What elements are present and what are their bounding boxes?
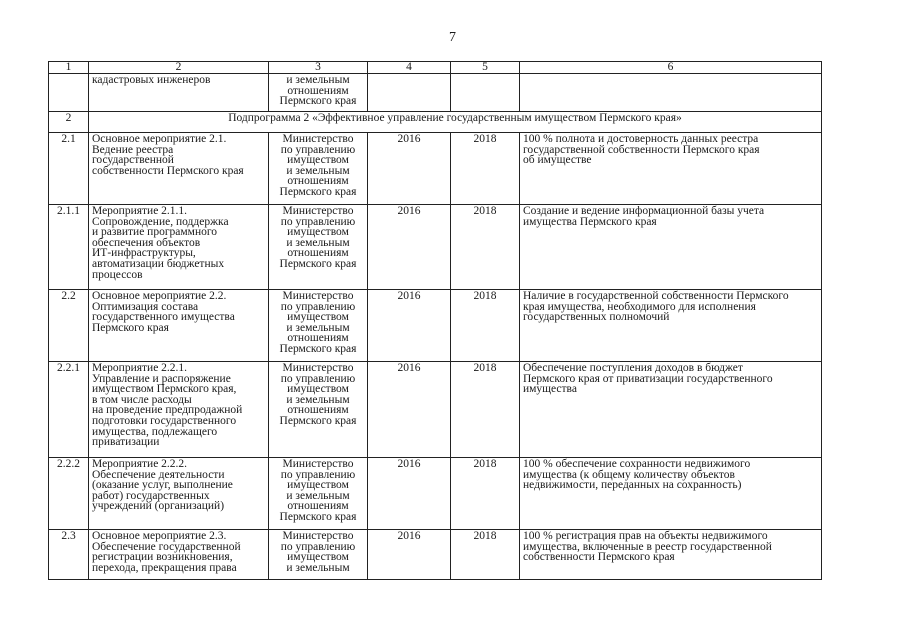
text-line: имущества (к общему количеству объектов [523,468,735,481]
result-cell [520,133,822,205]
text-line: Мероприятие 2.1.1. [92,205,188,217]
text-line: автоматизации бюджетных [92,257,225,270]
section-row [49,112,822,133]
activity-name-cell [89,74,269,112]
text-line: отношениям [287,175,349,188]
text-line: в том числе расходы [92,393,192,406]
table-row [49,530,822,580]
result-cell [520,530,822,580]
text-line: Управление и распоряжение [92,372,231,385]
responsible-cell [269,205,368,290]
text-line: имущества [523,383,577,396]
text-line: и земельным [286,393,350,406]
column-header: 2 [89,62,269,74]
text-line: по управлению [280,143,356,156]
text-line: Пермского края [92,321,169,334]
text-line: края имущества, необходимого для исполнения [523,300,756,313]
text-line: Оптимизация состава [92,300,199,313]
start-year-cell: 2016 [368,530,451,580]
text-line: имуществом [287,383,349,396]
text-line: отношениям [287,404,349,417]
text-line: Пермского края [279,342,357,355]
start-year-cell: 2016 [368,133,451,205]
text-line: имущества, включенные в реестр государственной [523,540,772,553]
text-line: перехода, прекращения права [92,561,237,574]
responsible-cell [269,133,368,205]
text-line: подготовки государственного [92,414,237,427]
activity-name-cell [89,205,269,290]
text-line: Основное мероприятие 2.3. [92,530,227,542]
row-number-cell [49,74,89,112]
text-line: имуществом [287,154,349,167]
text-line: по управлению [280,468,356,481]
text-line: собственности Пермского края [523,551,675,564]
text-line: Пермского края [279,257,357,270]
text-line: имущества, подлежащего [92,425,218,438]
text-line: Пермского края [279,185,357,198]
result-cell [520,362,822,458]
end-year-cell: 2018 [451,458,520,530]
program-table [48,61,822,580]
text-line: имуществом [287,311,349,324]
result-cell [520,290,822,362]
column-header: 3 [269,62,368,74]
text-line: Ведение реестра [92,143,174,156]
text-line: и развитие программного [92,226,218,239]
activity-name-cell [89,133,269,205]
text-line: Министерство [282,133,354,145]
text-line: Мероприятие 2.2.1. [92,362,188,374]
activity-name-cell [89,458,269,530]
row-number-cell: 2.1.1 [49,205,89,290]
text-line: Обеспечение поступления доходов в бюджет [523,362,743,374]
end-year-cell: 2018 [451,205,520,290]
text-line: отношениям [287,247,349,260]
text-line: по управлению [280,215,356,228]
responsible-cell [269,290,368,362]
activity-name-cell [89,290,269,362]
row-number-cell: 2.2.1 [49,362,89,458]
row-number-cell: 2.1 [49,133,89,205]
end-year-cell [451,74,520,112]
text-line: и земельным [286,561,350,574]
end-year-cell: 2018 [451,290,520,362]
text-line: Министерство [282,458,354,470]
text-line: Пермского края [279,95,357,108]
text-line: регистрации возникновения, [92,551,233,564]
text-line: кадастровых инженеров [92,74,211,86]
text-line: Министерство [282,205,354,217]
text-line: отношениям [287,500,349,513]
text-line: Обеспечение государственной [92,540,241,553]
column-number-row [49,62,822,74]
responsible-cell [269,74,368,112]
text-line: на проведение предпродажной [92,404,243,417]
text-line: имуществом [287,479,349,492]
text-line: ИТ-инфраструктуры, [92,247,196,260]
text-line: Пермского края [279,510,357,523]
end-year-cell: 2018 [451,133,520,205]
text-line: 100 % регистрация прав на объекты недвижимого [523,530,768,542]
text-line: Сопровождение, поддержка [92,215,229,228]
row-number-cell: 2.2.2 [49,458,89,530]
start-year-cell: 2016 [368,205,451,290]
text-line: Мероприятие 2.2.2. [92,458,188,470]
text-line: государственной собственности Пермского края [523,143,760,156]
text-line: имуществом [287,226,349,239]
text-line: (оказание услуг, выполнение [92,479,233,492]
text-line: Министерство [282,290,354,302]
end-year-cell: 2018 [451,362,520,458]
text-line: недвижимости, переданных на сохранность) [523,479,742,492]
responsible-cell [269,458,368,530]
text-line: имущества Пермского края [523,215,657,228]
table-row [49,205,822,290]
text-line: имуществом [287,551,349,564]
continuation-row [49,74,822,112]
column-header: 1 [49,62,89,74]
text-line: и земельным [286,321,350,334]
text-line: и земельным [286,74,350,86]
table-row [49,133,822,205]
text-line: Создание и ведение информационной базы учета [523,205,765,217]
text-line: приватизации [92,436,160,449]
row-number-cell: 2.2 [49,290,89,362]
start-year-cell: 2016 [368,290,451,362]
responsible-cell [269,530,368,580]
text-line: Министерство [282,530,354,542]
result-cell [520,458,822,530]
activity-name-cell [89,530,269,580]
section-number-cell: 2 [49,112,89,133]
column-header: 5 [451,62,520,74]
text-line: Основное мероприятие 2.1. [92,133,227,145]
text-line: по управлению [280,300,356,313]
start-year-cell [368,74,451,112]
text-line: обеспечения объектов [92,236,201,249]
page-number: 7 [449,30,456,45]
text-line: Пермского края от приватизации государственного [523,372,773,385]
table-row [49,362,822,458]
text-line: процессов [92,268,143,281]
text-line: 100 % полнота и достоверность данных реестра [523,133,759,145]
text-line: по управлению [280,540,356,553]
text-line: имуществом Пермского края, [92,383,237,396]
activity-name-cell [89,362,269,458]
text-line: и земельным [286,164,350,177]
start-year-cell: 2016 [368,362,451,458]
text-line: отношениям [287,332,349,345]
text-line: государственных полномочий [523,311,670,324]
text-line: Обеспечение деятельности [92,468,225,481]
table-row [49,458,822,530]
text-line: и земельным [286,489,350,502]
text-line: Основное мероприятие 2.2. [92,290,227,302]
text-line: государственного имущества [92,311,235,324]
text-line: по управлению [280,372,356,385]
text-line: учреждений (организаций) [92,500,225,513]
row-number-cell: 2.3 [49,530,89,580]
section-title-cell: Подпрограмма 2 «Эффективное управление государственным имуществом Пермского края» [89,112,822,133]
result-cell [520,205,822,290]
start-year-cell: 2016 [368,458,451,530]
table-row [49,290,822,362]
result-cell [520,74,822,112]
text-line: государственной [92,154,174,167]
text-line: Наличие в государственной собственности Пермского [523,290,789,302]
column-header: 4 [368,62,451,74]
text-line: Министерство [282,362,354,374]
text-line: 100 % обеспечение сохранности недвижимого [523,458,751,470]
text-line: работ) государственных [92,489,210,502]
text-line: собственности Пермского края [92,164,244,177]
text-line: Пермского края [279,414,357,427]
text-line: отношениям [287,84,349,97]
responsible-cell [269,362,368,458]
end-year-cell: 2018 [451,530,520,580]
text-line: об имуществе [523,154,592,167]
text-line: и земельным [286,236,350,249]
column-header: 6 [520,62,822,74]
